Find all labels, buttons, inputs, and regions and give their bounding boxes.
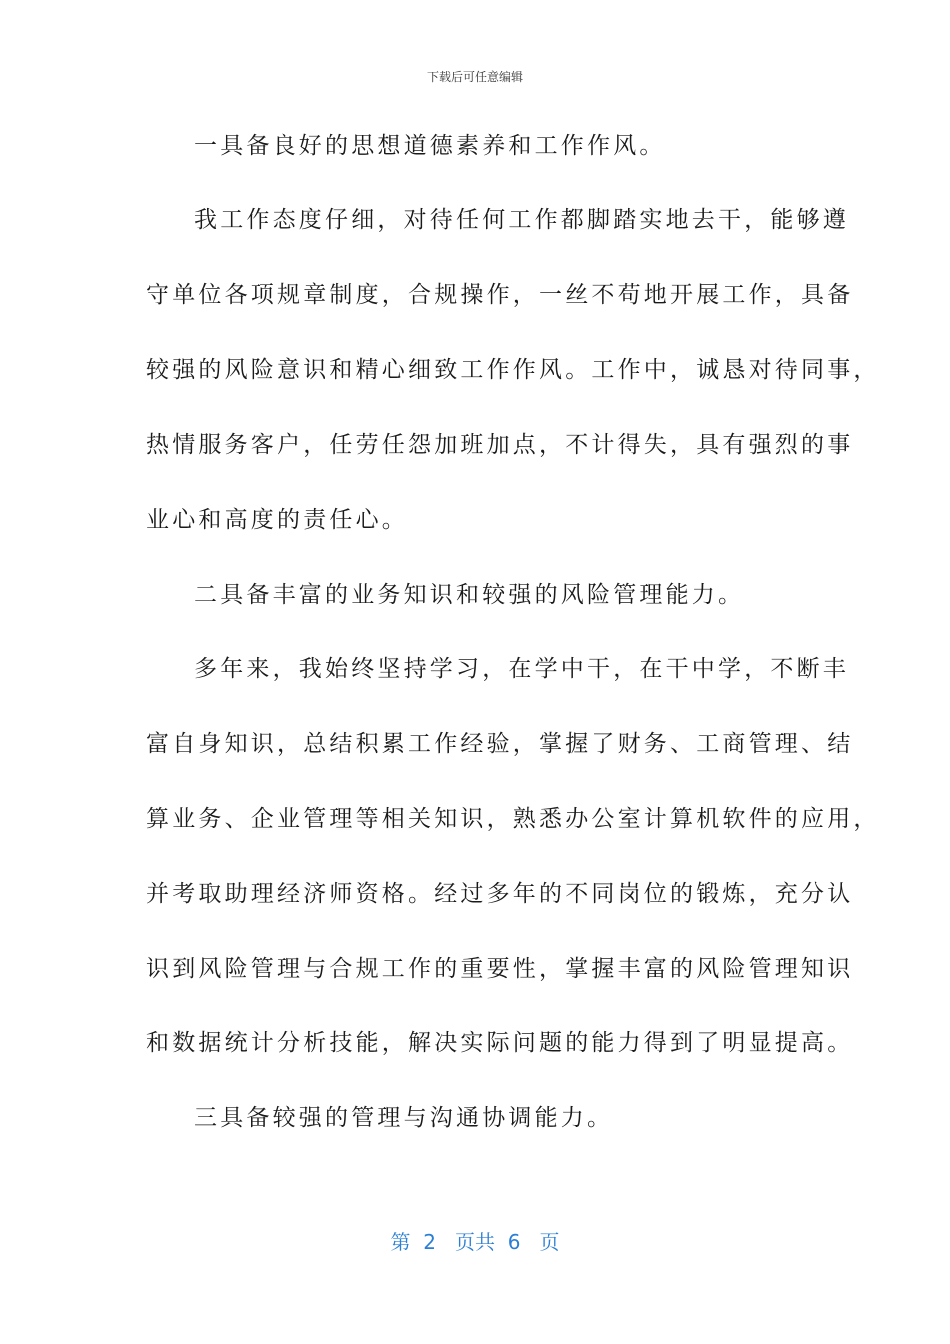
paragraph-line: 二具备丰富的业务知识和较强的风险管理能力。 — [194, 582, 745, 608]
paragraph-line: 和数据统计分析技能，解决实际问题的能力得到了明显提高。 — [146, 1030, 854, 1056]
page-middle: 页共 — [455, 1230, 495, 1254]
page-total: 6 — [507, 1230, 521, 1254]
paragraph-line: 多年来，我始终坚持学习，在学中干，在干中学，不断丰 — [194, 656, 849, 682]
page-prefix: 第 — [390, 1230, 411, 1254]
paragraph-line: 富自身知识，总结积累工作经验，掌握了财务、工商管理、结 — [146, 731, 854, 757]
paragraph-line: 算业务、企业管理等相关知识，熟悉办公室计算机软件的应用， — [146, 806, 880, 832]
paragraph-line: 一具备良好的思想道德素养和工作作风。 — [194, 133, 666, 159]
page-footer — [0, 1226, 950, 1255]
page-number: 2 — [423, 1230, 436, 1254]
paragraph-line: 我工作态度仔细，对待任何工作都脚踏实地去干，能够遵 — [194, 207, 849, 233]
paragraph-line: 三具备较强的管理与沟通协调能力。 — [194, 1105, 614, 1131]
page-suffix: 页 — [539, 1230, 560, 1254]
paragraph-line: 业心和高度的责任心。 — [146, 507, 408, 533]
paragraph-line: 识到风险管理与合规工作的重要性，掌握丰富的风险管理知识 — [146, 956, 854, 982]
header-note: 下载后可任意编辑 — [426, 70, 523, 84]
paragraph-line: 热情服务客户，任劳任怨加班加点，不计得失，具有强烈的事 — [146, 432, 854, 458]
paragraph-line: 守单位各项规章制度，合规操作，一丝不苟地开展工作，具备 — [146, 282, 854, 308]
paragraph-line: 并考取助理经济师资格。经过多年的不同岗位的锻炼，充分认 — [146, 881, 854, 907]
paragraph-line: 较强的风险意识和精心细致工作作风。工作中，诚恳对待同事， — [146, 357, 880, 383]
